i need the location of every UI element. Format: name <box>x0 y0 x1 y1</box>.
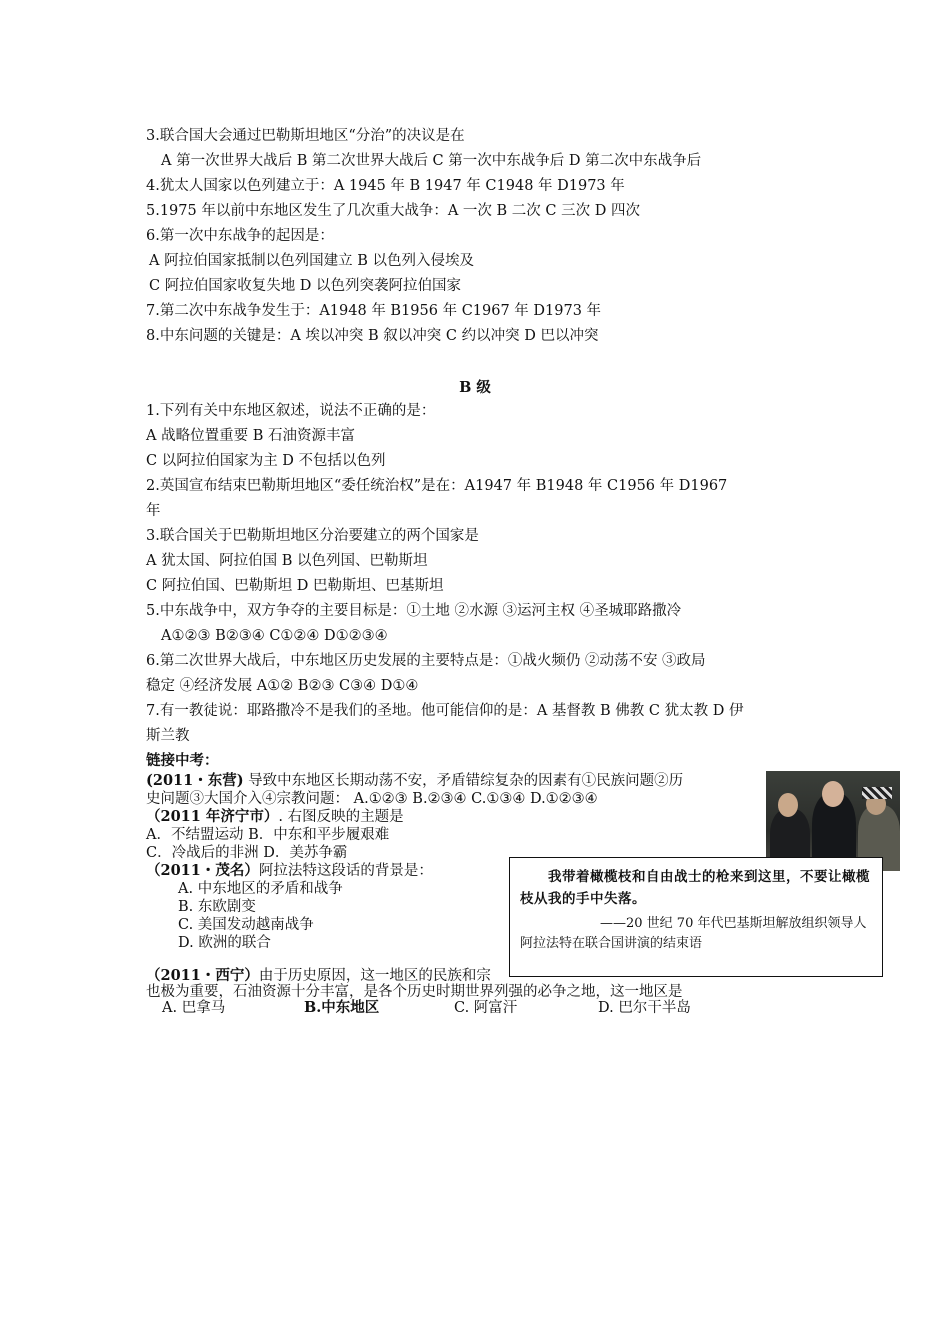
question-maoming <box>146 861 433 881</box>
question-a8: 8.中东问题的关键是：A 埃以冲突 B 叙以冲突 C 约以冲突 D 巴以冲突 <box>146 328 599 344</box>
question-jining <box>146 807 404 827</box>
question-a7: 7.第二次中东战争发生于：A1948 年 B1956 年 C1967 年 D1973 年 <box>146 303 602 319</box>
photo-face-center <box>822 781 844 807</box>
question-b5: 5.中东战争中，双方争夺的主要目标是：①土地 ②水源 ③运河主权 ④圣城耶路撒冷 <box>146 603 682 619</box>
question-b3: 3.联合国关于巴勒斯坦地区分治要建立的两个国家是 <box>146 528 479 544</box>
question-maoming-text: 阿拉法特这段话的背景是： <box>258 863 433 879</box>
question-a3-options: A 第一次世界大战后 B 第二次世界大战后 C 第一次中东战争后 D 第二次中东战争后 <box>161 153 702 169</box>
question-b7-cont: 斯兰教 <box>146 728 190 744</box>
question-b6: 6.第二次世界大战后，中东地区历史发展的主要特点是：①战火频仍 ②动荡不安 ③政局 <box>146 653 706 669</box>
question-dongying-tag: (2011・东营) <box>146 772 244 789</box>
question-b1-options-2: C 以阿拉伯国家为主 D 不包括以色列 <box>146 453 386 469</box>
question-b3-options-2: C 阿拉伯国、巴勒斯坦 D 巴勒斯坦、巴基斯坦 <box>146 578 444 594</box>
option-maoming-a: A. 中东地区的矛盾和战争 <box>178 881 343 897</box>
question-a6-options-2: C 阿拉伯国家收复失地 D 以色列突袭阿拉伯国家 <box>149 278 462 294</box>
question-maoming-tag: （2011・茂名） <box>146 862 259 879</box>
question-b6-cont: 稳定 ④经济发展 A①② B②③ C③④ D①④ <box>146 678 419 694</box>
question-jining-options-2: C．冷战后的非洲 D．美苏争霸 <box>146 845 348 861</box>
question-jining-text: . 右图反映的主题是 <box>278 809 404 825</box>
question-b7: 7.有一教徒说：耶路撒冷不是我们的圣地。他可能信仰的是：A 基督教 B 佛教 C 犹太教 D 伊 <box>146 703 744 719</box>
option-maoming-d: D. 欧洲的联合 <box>178 935 271 951</box>
question-b2: 2.英国宣布结束巴勒斯坦地区“委任统治权”是在：A1947 年 B1948 年 C1956 年 D1967 <box>146 478 728 494</box>
question-xining-tag: （2011・西宁） <box>146 967 259 984</box>
question-dongying-text: 导致中东地区长期动荡不安，矛盾错综复杂的因素有①民族问题②历 <box>243 773 684 789</box>
option-maoming-b: B. 东欧剧变 <box>178 899 256 915</box>
question-a3: 3.联合国大会通过巴勒斯坦地区“分治”的决议是在 <box>146 128 465 144</box>
links-heading: 链接中考： <box>146 752 219 769</box>
question-a4: 4.犹太人国家以色列建立于：A 1945 年 B 1947 年 C1948 年 D1973 年 <box>146 178 625 194</box>
question-b2-cont: 年 <box>146 503 161 519</box>
option-xining-a: A. 巴拿马 <box>162 1000 226 1016</box>
question-b5-options: A①②③ B②③④ C①②④ D①②③④ <box>161 628 388 644</box>
option-xining-d: D. 巴尔干半岛 <box>598 1000 691 1016</box>
question-a6: 6.第一次中东战争的起因是： <box>146 228 334 244</box>
section-b-title: B 级 <box>459 379 491 396</box>
question-jining-tag: （2011 年济宁市） <box>146 808 279 825</box>
question-xining-cont: 也极为重要，石油资源十分丰富，是各个历史时期世界列强的必争之地，这一地区是 <box>146 984 683 1000</box>
question-a6-options-1: A 阿拉伯国家抵制以色列国建立 B 以色列入侵埃及 <box>149 253 474 269</box>
quote-source: ——20 世纪 70 年代巴基斯坦解放组织领导人阿拉法特在联合国讲演的结束语 <box>520 916 867 951</box>
question-b3-options-1: A 犹太国、阿拉伯国 B 以色列国、巴勒斯坦 <box>146 553 428 569</box>
question-dongying <box>146 771 683 791</box>
question-b1: 1.下列有关中东地区叙述，说法不正确的是： <box>146 403 436 419</box>
question-b1-options-1: A 战略位置重要 B 石油资源丰富 <box>146 428 355 444</box>
question-a5: 5.1975 年以前中东地区发生了几次重大战争：A 一次 B 二次 C 三次 D 四次 <box>146 203 640 219</box>
option-xining-b: B.中东地区 <box>304 999 380 1016</box>
handshake-photo <box>766 771 900 871</box>
option-maoming-c: C. 美国发动越南战争 <box>178 917 314 933</box>
question-dongying-cont: 史问题③大国介入④宗教问题： A.①②③ B.②③④ C.①③④ D.①②③④ <box>146 791 598 807</box>
photo-face-left <box>778 793 798 817</box>
question-jining-options-1: A．不结盟运动 B．中东和平步履艰难 <box>146 827 390 843</box>
question-xining-text: 由于历史原因，这一地区的民族和宗 <box>258 968 491 984</box>
option-xining-c: C. 阿富汗 <box>454 1000 518 1016</box>
quote-text: 我带着橄榄枝和自由战士的枪来到这里，不要让橄榄枝从我的手中失落。 <box>520 869 870 907</box>
quote-box <box>509 857 883 977</box>
photo-keffiyeh <box>862 787 892 799</box>
